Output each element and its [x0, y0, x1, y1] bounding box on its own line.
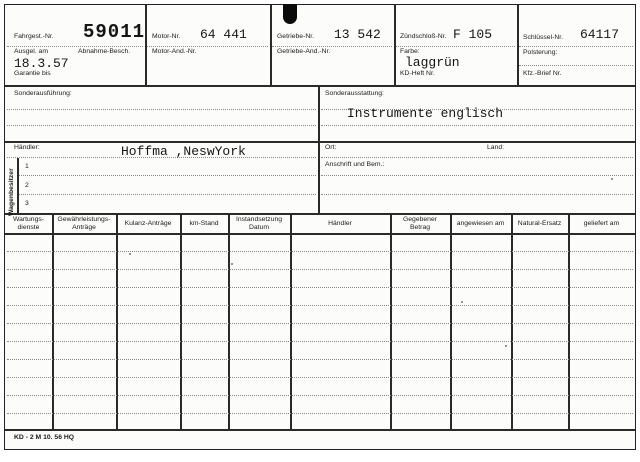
zuendschloss-label: Zündschloß-Nr.	[400, 33, 447, 40]
table-col-divider-6	[390, 213, 392, 429]
haendler-label: Händler:	[14, 144, 40, 151]
table-row-line	[7, 269, 633, 270]
table-col-divider-5	[290, 213, 292, 429]
scan-speck	[129, 253, 131, 255]
special-dotted-line	[321, 125, 633, 126]
header-dotted-line	[396, 46, 515, 47]
col-header-instandsetzung: Instandsetzung Datum	[235, 216, 283, 231]
kfz-brief-label: Kfz.-Brief Nr.	[523, 70, 562, 77]
col-header-haendler: Händler	[328, 220, 352, 227]
table-col-divider-4	[228, 213, 230, 429]
table-row-line	[7, 305, 633, 306]
table-col-divider-8	[511, 213, 513, 429]
anschrift-label: Anschrift und Bem.:	[325, 161, 385, 168]
divider-special-bottom	[5, 141, 635, 143]
motor-value: 64 441	[200, 27, 247, 42]
print-code: KD - 2 M 10. 56 HQ	[14, 434, 75, 441]
wagenbesitzer-label: Wagenbesitzer	[8, 168, 15, 216]
ausgel-label: Ausgel. am	[14, 48, 49, 55]
owner-side-divider	[17, 158, 19, 213]
header-dotted-line	[147, 46, 268, 47]
punch-hole	[283, 4, 297, 24]
schluessel-value: 64117	[580, 27, 620, 42]
header-col-divider-4	[517, 5, 519, 85]
sonderausfuehrung-label: Sonderausführung:	[14, 90, 72, 97]
ort-label: Ort:	[325, 144, 337, 151]
col-header-wartungsdienste: Wartungs- dienste	[12, 216, 45, 231]
table-row-line	[7, 323, 633, 324]
owner-dotted-line	[19, 194, 316, 195]
table-row-line	[7, 359, 633, 360]
owner-row-number: 2	[25, 182, 29, 189]
farbe-label: Farbe:	[400, 48, 420, 55]
table-col-divider-3	[180, 213, 182, 429]
table-col-divider-7	[450, 213, 452, 429]
special-col-divider	[318, 85, 320, 213]
dealer-dotted-line	[321, 157, 633, 158]
col-header-natural-ersatz: Natural-Ersatz	[517, 220, 562, 227]
farbe-value: laggrün	[405, 55, 460, 70]
table-col-divider-9	[568, 213, 570, 429]
kd-heft-label: KD-Heft Nr.	[400, 70, 435, 77]
haendler-value: Hoffma ,NeswYork	[121, 144, 246, 159]
divider-table-bottom	[5, 429, 635, 431]
getriebe-label: Getriebe-Nr.	[277, 33, 315, 40]
header-col-divider-2	[270, 5, 272, 85]
header-dotted-line	[519, 46, 633, 47]
scan-speck	[461, 301, 463, 303]
table-col-divider-2	[116, 213, 118, 429]
table-row-line	[7, 395, 633, 396]
sonderausstattung-value: Instrumente englisch	[347, 106, 504, 121]
owner-row-number: 3	[25, 200, 29, 207]
owner-row-number: 1	[25, 163, 29, 170]
table-row-line	[7, 413, 633, 414]
header-dotted-line	[519, 65, 633, 66]
garantie-label: Garantie bis	[14, 70, 51, 77]
vehicle-record-card	[4, 4, 636, 450]
col-header-betrag: Gegebener Betrag	[402, 216, 437, 231]
fahrgest-label: Fahrgest.-Nr.	[14, 33, 54, 40]
divider-header-bottom	[5, 85, 635, 87]
dealer-dotted-line	[321, 194, 633, 195]
getriebe-and-label: Getriebe-And.-Nr.	[277, 48, 331, 55]
special-dotted-line	[7, 125, 316, 126]
owner-dotted-line	[19, 175, 316, 176]
table-row-line	[7, 287, 633, 288]
getriebe-value: 13 542	[334, 27, 381, 42]
divider-dealer-bottom	[5, 213, 635, 215]
header-col-divider-1	[145, 5, 147, 85]
fahrgest-value: 59011	[83, 21, 146, 43]
col-header-km-stand: km-Stand	[189, 220, 219, 227]
motor-and-label: Motor-And.-Nr.	[152, 48, 197, 55]
special-dotted-line	[7, 109, 316, 110]
motor-label: Motor-Nr.	[152, 33, 181, 40]
ausgel-value: 18.3.57	[14, 56, 69, 71]
dealer-dotted-line	[321, 175, 633, 176]
col-header-gewaehrleistung: Gewährleistungs- Anträge	[57, 216, 111, 231]
col-header-angewiesen: angewiesen am	[456, 220, 505, 227]
col-header-geliefert: geliefert am	[583, 220, 620, 227]
scan-speck	[231, 263, 233, 265]
table-row-line	[7, 341, 633, 342]
table-col-divider-1	[52, 213, 54, 429]
scan-speck	[611, 178, 613, 180]
polsterung-label: Polsterung:	[523, 49, 558, 56]
col-header-kulanz: Kulanz-Anträge	[124, 220, 172, 227]
land-label: Land:	[487, 144, 505, 151]
scan-speck	[505, 345, 507, 347]
header-dotted-line	[7, 46, 143, 47]
divider-table-header	[5, 233, 635, 235]
header-dotted-line	[272, 46, 392, 47]
zuendschloss-value: F 105	[453, 27, 493, 42]
sonderausstattung-label: Sonderausstattung:	[325, 90, 384, 97]
schluessel-label: Schlüssel-Nr.	[523, 34, 564, 41]
abnahme-label: Abnahme-Besch.	[78, 48, 131, 55]
table-row-line	[7, 251, 633, 252]
table-row-line	[7, 377, 633, 378]
header-col-divider-3	[394, 5, 396, 85]
